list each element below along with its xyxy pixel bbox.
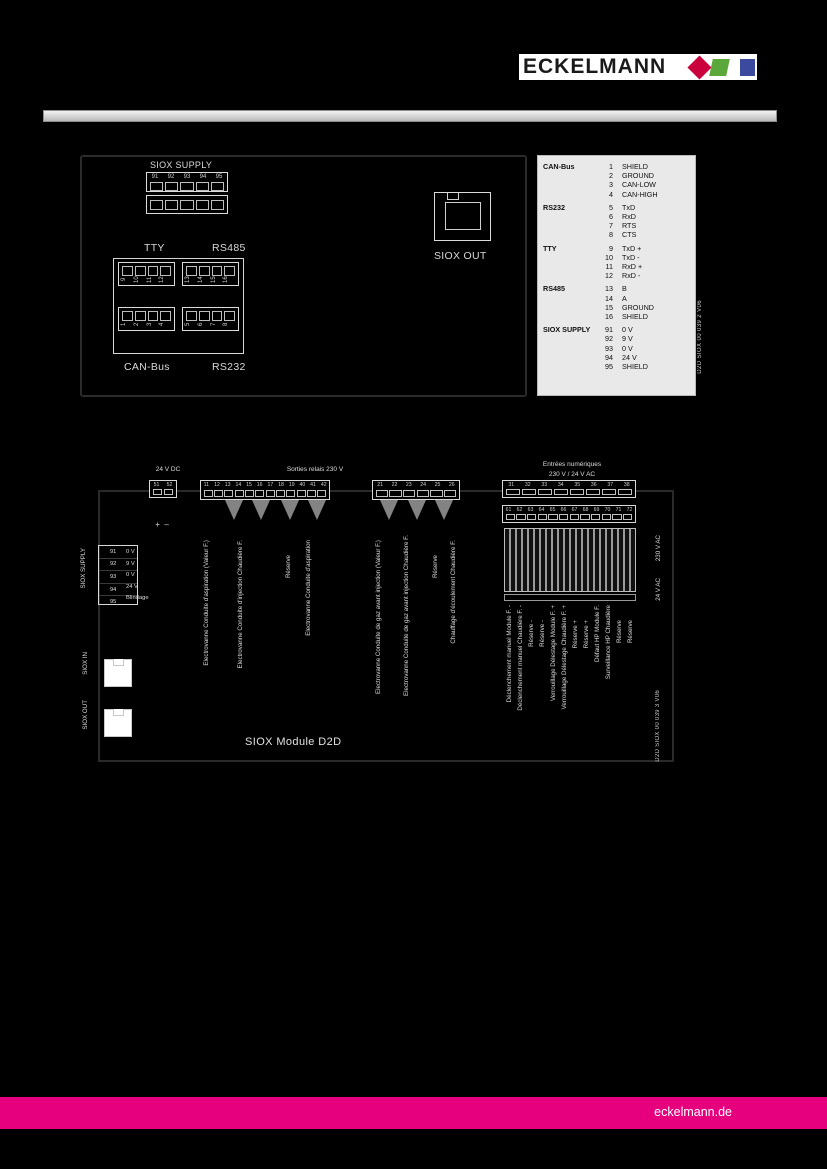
- siox-in-jack: [104, 659, 132, 687]
- group-label: CAN-Bus: [543, 162, 575, 171]
- table-row: 11 RxD +: [605, 262, 643, 272]
- footer-url[interactable]: eckelmann.de: [654, 1105, 732, 1119]
- table-row: CAN-Bus 1 SHIELD: [543, 162, 648, 171]
- caption-24vdc: 24 V DC: [155, 466, 181, 473]
- label-siox-supply: SIOX SUPPLY: [150, 160, 213, 170]
- siox-out-jack-bottom: [104, 709, 132, 737]
- digital-label-11: Réserve: [627, 620, 634, 644]
- relay-output-plug-a: 11 12 13 14 15 16 17 18 19 40 41 42: [200, 480, 330, 500]
- group-label: RS232: [543, 202, 565, 212]
- digital-label-2: Réserve -: [528, 620, 535, 647]
- group-label: SIOX SUPPLY: [543, 325, 591, 335]
- table-row: 2 GROUND: [609, 171, 654, 181]
- table-row: 93 0 V: [605, 343, 633, 353]
- label-rs232: RS232: [212, 361, 246, 373]
- siox-supply-terminal-top: 91 92 93 94 95: [146, 172, 228, 192]
- digital-label-7: Réserve +: [583, 620, 590, 649]
- supply-signal: 0 V: [126, 549, 135, 555]
- dc-polarity-labels: + –: [155, 520, 169, 529]
- digital-label-6: Réserve +: [572, 620, 579, 649]
- caption-siox-out-bottom: SIOX OUT: [82, 700, 89, 730]
- relay-label-a-1: Electrovanne Conduite d'injection Chaudière F.: [237, 540, 244, 669]
- caption-right-230v: 230 V AC: [655, 535, 662, 562]
- siox-supply-terminal-bottom: [146, 195, 228, 214]
- table-row: 4 CAN-HIGH: [609, 189, 658, 199]
- brand-name: ECKELMANN: [523, 55, 667, 78]
- digital-label-5: Verrouillage Délestage Chaudière F. +: [561, 605, 568, 710]
- digital-input-plug-bottom: 61 62 63 64 65 66 67 68 69 70 71 72: [502, 505, 636, 523]
- supply-signal: 9 V: [126, 561, 135, 567]
- digital-label-4: Verrouillage Délestage Module F. +: [550, 605, 557, 702]
- rs485-terminal: 13 14 15 16: [182, 262, 239, 286]
- group-label: RS485: [543, 284, 565, 294]
- supply-signal: 24 V: [126, 584, 138, 590]
- table-row: 8 CTS: [609, 230, 637, 240]
- digital-label-0: Déclenchement manuel Module F. -: [506, 605, 513, 703]
- caption-relay-outputs: Sorties relais 230 V: [286, 466, 344, 473]
- caption-digital-inputs: Entrées numériques: [542, 461, 602, 468]
- digital-input-block: [504, 528, 636, 592]
- group-label: TTY: [543, 243, 557, 253]
- label-rs485: RS485: [212, 242, 246, 254]
- header-rule: [43, 110, 777, 122]
- table-row: 92 9 V: [605, 334, 633, 344]
- table-row: SIOX SUPPLY 91 0 V: [543, 325, 633, 335]
- pin-table-side-note: D2D SIOX 00 039 2 V06: [697, 300, 703, 374]
- relay-label-b-2: Réserve: [432, 555, 439, 579]
- digital-label-3: Réserve -: [539, 620, 546, 647]
- relay-label-b-3: Chauffage d'écoulement Chaudière F.: [450, 540, 457, 644]
- siox-out-jack-notch: [447, 193, 459, 200]
- diamond-icon: [687, 55, 711, 79]
- digital-label-8: Défaut HP Module F.: [594, 605, 601, 662]
- white-bar-icon: [731, 59, 737, 76]
- table-row: 12 RxD -: [605, 271, 641, 281]
- dc-supply-plug: 51 52: [149, 480, 177, 498]
- label-can-bus: CAN-Bus: [124, 361, 170, 373]
- siox-out-jack: [434, 192, 491, 241]
- module-title: SIOX Module D2D: [245, 736, 342, 748]
- relay-label-b-1: Electrovanne Conduite de gaz avant injection Chaudière F.: [403, 535, 410, 696]
- digital-label-10: Réserve: [616, 620, 623, 644]
- table-row: TTY 9 TxD +: [543, 243, 642, 253]
- table-row: 16 SHIELD: [605, 312, 648, 322]
- green-parallelogram-icon: [709, 59, 730, 76]
- table-row: 95 SHIELD: [605, 362, 648, 372]
- siox-supply-terminal-bottom-drawing: 91 92 93 94 95: [98, 545, 138, 605]
- bottom-side-note: D2D SIOX 00 039 3 V06: [655, 690, 661, 762]
- brand-logo: [519, 54, 757, 80]
- connector-grid: [113, 258, 244, 354]
- caption-siox-in: SIOX IN: [82, 652, 89, 675]
- pin-assignment-table: [537, 155, 696, 396]
- table-row: RS485 13 B: [543, 284, 627, 294]
- table-row: 10 TxD -: [605, 252, 640, 262]
- rs232-terminal: 5 6 7 8: [182, 307, 239, 331]
- table-row: 6 RxD: [609, 212, 636, 222]
- relay-label-b-0: Electrovanne Conduite de gaz avant injection (Valeur F.): [375, 540, 382, 694]
- caption-digital-inputs-voltage: 230 V / 24 V AC: [548, 471, 596, 478]
- relay-output-plug-b: 21 22 23 24 25 26: [372, 480, 460, 500]
- table-row: 3 CAN-LOW: [609, 180, 656, 190]
- table-row: 7 RTS: [609, 221, 637, 231]
- caption-siox-supply: SIOX SUPPLY: [80, 548, 87, 589]
- siox-out-jack-inner: [445, 202, 481, 230]
- relay-label-a-2: Réserve: [285, 555, 292, 579]
- label-siox-out: SIOX OUT: [434, 250, 487, 262]
- tty-terminal: 9 10 11 12: [118, 262, 175, 286]
- table-row: 94 24 V: [605, 352, 637, 362]
- blue-square-icon: [740, 59, 755, 76]
- digital-input-plug-top: 31 32 33 34 35 36 37 38: [502, 480, 636, 498]
- table-row: RS232 5 TxD: [543, 202, 636, 212]
- relay-label-a-0: Electrovanne Conduite d'aspiration (Valeur F.): [203, 540, 210, 666]
- supply-signal: 0 V: [126, 572, 135, 578]
- supply-signal: Blindage: [126, 595, 149, 601]
- table-row: 14 A: [605, 293, 627, 303]
- digital-input-rail: [504, 594, 636, 601]
- digital-label-9: Surveillance HP Chaudière: [605, 605, 612, 680]
- relay-label-a-3: Electrovanne Conduite d'aspiration: [305, 540, 312, 636]
- can-bus-terminal: 1 2 3 4: [118, 307, 175, 331]
- logo-marks: [691, 56, 755, 78]
- digital-label-1: Déclenchement manuel Chaudière F. -: [517, 605, 524, 711]
- label-tty: TTY: [144, 242, 165, 254]
- table-row: 15 GROUND: [605, 302, 654, 312]
- caption-right-24v: 24 V AC: [655, 578, 662, 601]
